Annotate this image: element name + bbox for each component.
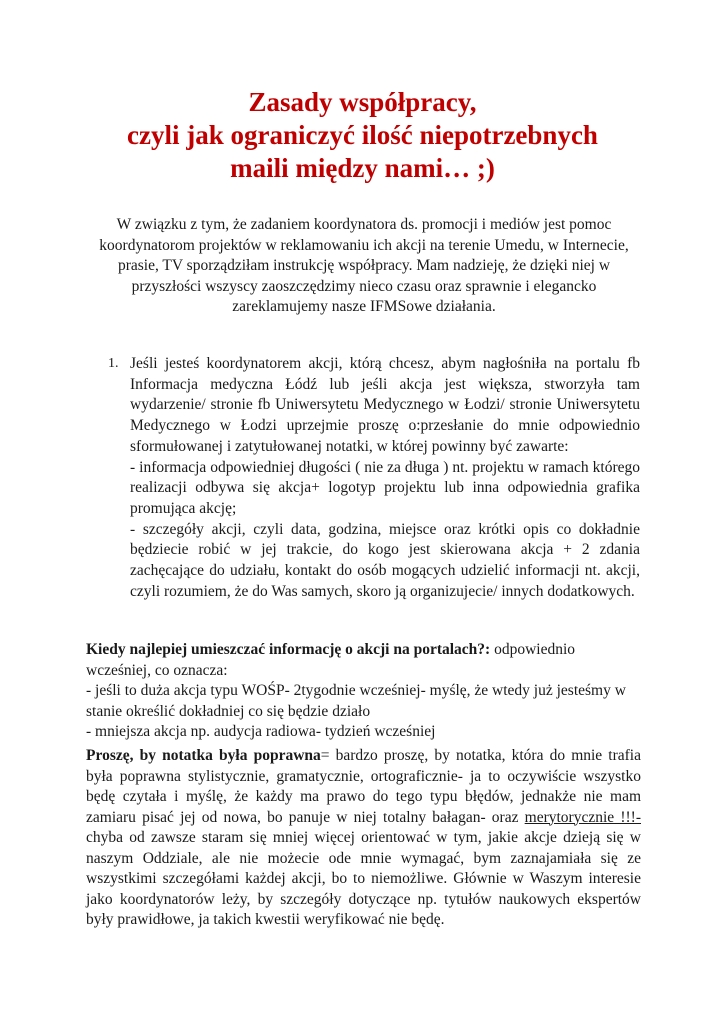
- section-correct-heading: Proszę, by notatka była poprawna: [86, 747, 321, 764]
- section-when-line-1: - jeśli to duża akcja typu WOŚP- 2tygodnie wcześniej- myślę, że wtedy już jesteśmy w stanie określić dokładniej co się będzie działo: [86, 682, 626, 720]
- section-correct-text-before: = bardzo proszę, by notatka, która do mnie trafia była poprawna stylistycznie, gramatycznie, ortograficznie- ja to oczywiście wszystko będę czytała i myślę, że każdy ma prawo do tego typu błędów, jednakże nie mam zamiaru pisać jej od nowa, bo panuje w niej totalny bałagan- oraz: [86, 747, 641, 826]
- section-correct: [86, 746, 641, 931]
- list-number: 1.: [108, 356, 119, 371]
- section-correct-underlined: merytorycznie !!!-: [524, 808, 641, 826]
- section-when-heading: Kiedy najlepiej umieszczać informację o akcji na portalach?:: [86, 641, 491, 658]
- list-item-text: [130, 354, 640, 602]
- section-when: [86, 640, 641, 743]
- section-when-line-2: - mniejsza akcja np. audycja radiowa- tydzień wcześniej: [86, 723, 436, 740]
- title-line-3: maili między nami… ;): [230, 153, 495, 183]
- document-title: [60, 86, 665, 185]
- list-paragraph: Jeśli jesteś koordynatorem akcji, którą chcesz, abym nagłośniła na portalu fb Informacja medyczna Łódź lub jeśli akcja jest większa, stworzyła tam wydarzenie/ stronie fb Uniwersytetu Medycznego w Łodzi/ stronie Uniwersytetu Medycznego w Łodzi uprzejmie proszę o:przesłanie do mnie odpowiednio sformułowanej i zatytułowanej notatki, w której powinny być zawarte:: [130, 355, 640, 455]
- list-bullet-info: - informacja odpowiedniej długości ( nie za długa ) nt. projektu w ramach którego realizacji odbywa się akcja+ logotyp projektu lub inna odpowiednia grafika promująca akcję;: [130, 458, 640, 517]
- section-when-answer: odpowiednio wcześniej, co oznacza:: [86, 641, 576, 679]
- intro-paragraph: W związku z tym, że zadaniem koordynatora ds. promocji i mediów jest pomoc koordynatorom projektów w reklamowaniu ich akcji na terenie Umedu, w Internecie, prasie, TV sporządziłam instrukcję współpracy. Mam nadzieję, że dzięki niej w przyszłości wszyscy zaoszczędzimy nieco czasu oraz sprawnie i elegancko zareklamujemy nasze IFMSowe działania.: [99, 216, 629, 315]
- title-line-1: Zasady współpracy,: [248, 87, 477, 117]
- list-bullet-details: - szczegóły akcji, czyli data, godzina, miejsce oraz krótki opis co dokładnie będziecie robić w jej trakcie, do kogo jest skierowana akcja + 2 zdania zachęcające do udziału, kontakt do osób mogących udzielić informacji nt. akcji, czyli rozumiem, że do Was samych, skoro ją organizujecie/ innych dodatkowych.: [130, 520, 640, 600]
- section-correct-text-after: chyba od zawsze staram się mniej więcej orientować w tym, jakie akcje dzieją się w naszym Oddziale, ale nie możecie ode mnie wymagać, bym zaznajamiała się ze wszystkimi szczegółami każdej akcji, bo to niemożliwe. Głównie w Waszym interesie jako koordynatorów leży, by szczegóły dotyczące np. tytułów naukowych ekspertów były prawidłowe, ja takich kwestii weryfikować nie będę.: [86, 829, 641, 928]
- title-line-2: czyli jak ograniczyć ilość niepotrzebnych: [127, 120, 598, 150]
